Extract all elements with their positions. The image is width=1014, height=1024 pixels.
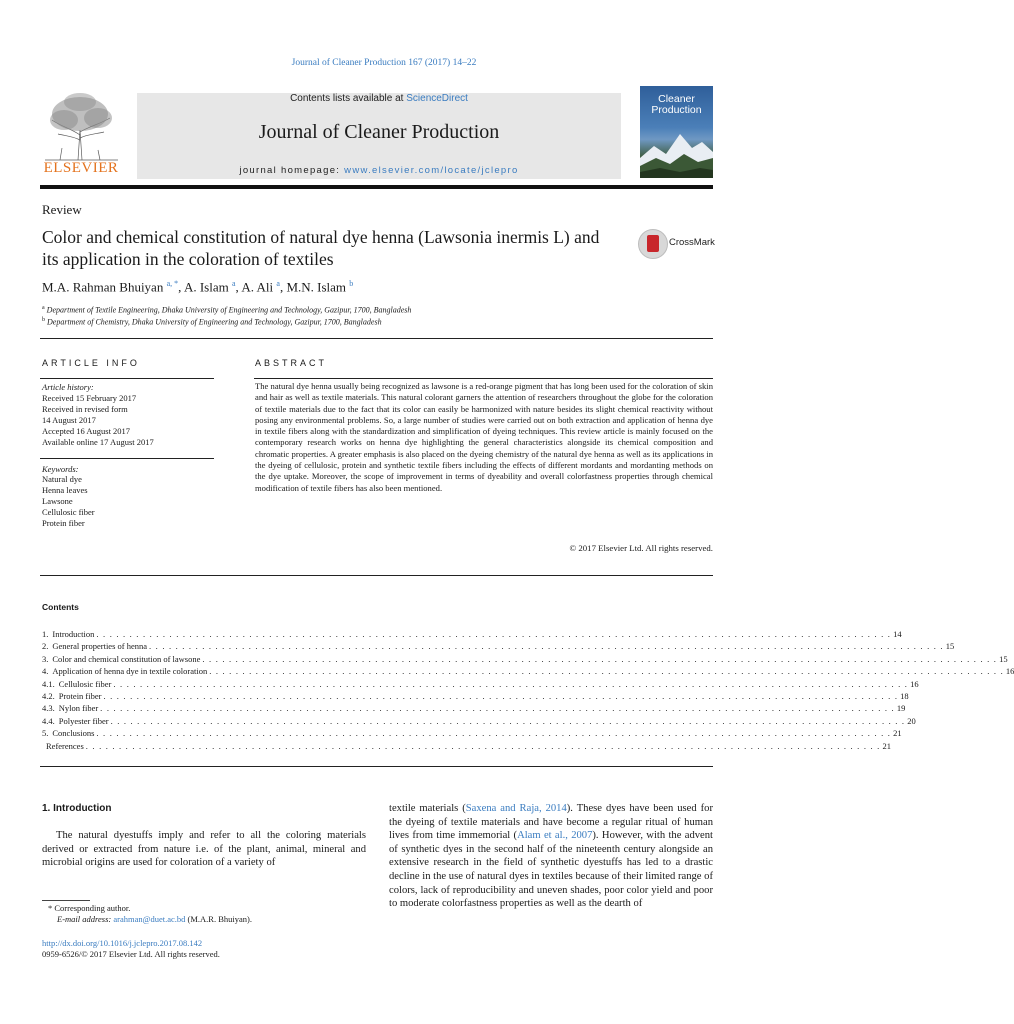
abstract-heading: ABSTRACT: [255, 358, 328, 368]
toc-page-number[interactable]: 21: [893, 728, 902, 739]
section-rule: [40, 575, 713, 576]
body-paragraph: [389, 802, 713, 911]
homepage-label: journal homepage:: [239, 165, 345, 176]
toc-number: 1.: [42, 629, 49, 639]
toc-number: 4.4.: [42, 715, 55, 726]
article-info-rule: [40, 378, 214, 379]
journal-citation[interactable]: Journal of Cleaner Production 167 (2017) 14–22: [291, 58, 477, 68]
toc-entry[interactable]: [42, 653, 1008, 667]
affiliation-mark: b: [42, 317, 45, 323]
header-rule: [40, 185, 713, 189]
toc-label[interactable]: Nylon fiber: [58, 703, 99, 714]
keyword: Cellulosic fiber: [42, 507, 95, 517]
section-rule: [40, 766, 713, 767]
affiliation-text: Department of Textile Engineering, Dhaka University of Engineering and Technology, Gazipur, 1700, Bangladesh: [46, 305, 412, 315]
article-info-rule: [40, 458, 214, 459]
corresponding-author-note: * Corresponding author.: [48, 903, 131, 913]
keywords-label: Keywords:: [42, 464, 79, 474]
toc-page-number[interactable]: 18: [900, 691, 909, 701]
author-separator: ,: [235, 279, 242, 295]
citation-link[interactable]: Saxena and Raja, 2014: [465, 803, 567, 814]
toc-entry[interactable]: [42, 728, 902, 741]
email-label: E-mail address:: [57, 914, 114, 924]
toc-page-number[interactable]: 21: [882, 740, 891, 751]
contents-prefix: Contents lists available at: [290, 93, 407, 104]
article-type: Review: [42, 202, 82, 217]
journal-masthead: [137, 93, 621, 179]
elsevier-logo[interactable]: [40, 90, 122, 182]
author-separator: ,: [279, 279, 287, 295]
toc-label[interactable]: Conclusions: [52, 728, 95, 739]
author-list: [42, 279, 353, 295]
author-separator: ,: [178, 279, 184, 295]
email-note: [57, 914, 252, 924]
toc-dot-leader: . . . . . . . . . . . . . . . . . . . . . . . . . . . . . . . . . . . . . . . . . . . . . . . . . . . . . . . . . . . . . . . . . . . . . . . . . . . . . . . . . . . . . . . . . . . . . . . . . . . . . . . . . . . . . . . . . . . . . . . .: [96, 728, 892, 739]
toc-page-number[interactable]: 14: [893, 629, 902, 639]
journal-title: Journal of Cleaner Production: [258, 121, 500, 143]
abstract-copyright: © 2017 Elsevier Ltd. All rights reserved.: [569, 543, 713, 553]
toc-page-number[interactable]: 15: [999, 653, 1008, 664]
history-entry: Received in revised form: [42, 404, 128, 414]
toc-dot-leader: . . . . . . . . . . . . . . . . . . . . . . . . . . . . . . . . . . . . . . . . . . . . . . . . . . . . . . . . . . . . . . . . . . . . . . . . . . . . . . . . . . . . . . . . . . . . . . . . . . . . . . . . . . . . . . . . . . . . . . . .: [96, 629, 892, 639]
toc-dot-leader: . . . . . . . . . . . . . . . . . . . . . . . . . . . . . . . . . . . . . . . . . . . . . . . . . . . . . . . . . . . . . . . . . . . . . . . . . . . . . . . . . . . . . . . . . . . . . . . . . . . . . . . . . . . . . . . . . . . . . . . .: [202, 653, 998, 664]
author-affiliation-mark[interactable]: a: [276, 279, 280, 288]
toc-entry[interactable]: [42, 641, 955, 654]
history-entry: Accepted 16 August 2017: [42, 426, 131, 436]
crossmark-icon: [638, 229, 668, 259]
toc-label[interactable]: Protein fiber: [58, 691, 102, 701]
toc-number: 4.: [42, 666, 49, 677]
author-name[interactable]: A. Ali: [241, 279, 274, 295]
author-name[interactable]: M.A. Rahman Bhuiyan: [42, 279, 164, 295]
toc-entry[interactable]: [42, 691, 909, 704]
affiliation: [42, 305, 411, 315]
toc-dot-leader: . . . . . . . . . . . . . . . . . . . . . . . . . . . . . . . . . . . . . . . . . . . . . . . . . . . . . . . . . . . . . . . . . . . . . . . . . . . . . . . . . . . . . . . . . . . . . . . . . . . . . . . . . . . . . . . . . . . . . . . .: [85, 740, 881, 751]
mountain-icon: [640, 128, 713, 178]
toc-entry[interactable]: [42, 740, 891, 754]
footnote-rule: [42, 900, 90, 901]
toc-label[interactable]: Cellulosic fiber: [58, 678, 112, 689]
toc-entry[interactable]: [42, 629, 902, 642]
keyword: Natural dye: [42, 474, 82, 484]
toc-dot-leader: . . . . . . . . . . . . . . . . . . . . . . . . . . . . . . . . . . . . . . . . . . . . . . . . . . . . . . . . . . . . . . . . . . . . . . . . . . . . . . . . . . . . . . . . . . . . . . . . . . . . . . . . . . . . . . . . . . . . . . . .: [209, 666, 1004, 677]
toc-number: 4.2.: [42, 691, 55, 701]
toc-number: 4.1.: [42, 678, 55, 689]
issn-line: 0959-6526/© 2017 Elsevier Ltd. All rights reserved.: [42, 949, 220, 959]
toc-number: 3.: [42, 653, 49, 664]
cover-title: [640, 94, 713, 116]
article-history-label: Article history:: [42, 382, 94, 392]
toc-page-number[interactable]: 15: [945, 641, 955, 652]
body-text: ). However, with the advent of synthetic dyes in the second half of the nineteenth century alongside an extensive research in the field of synthetic dyestuffs has led to a drastic decline in the use of natural dyes in textiles because of their limited range of colors, lack of reproducibility and uneven shades, poor color yield and poor to moderate colorfastness properties as well as the dearth of: [389, 830, 713, 910]
toc-number: 4.3.: [42, 703, 55, 714]
cover-title-line-1: Cleaner: [658, 93, 695, 105]
affiliation-mark: a: [42, 305, 45, 311]
section-heading-introduction: 1. Introduction: [42, 803, 112, 814]
toc-entry[interactable]: [42, 703, 906, 716]
elsevier-tree-icon: [40, 90, 122, 162]
toc-label[interactable]: References: [46, 740, 84, 751]
contents-heading: Contents: [42, 602, 79, 612]
homepage-link[interactable]: www.elsevier.com/locate/jclepro: [344, 165, 519, 176]
toc-label[interactable]: Introduction: [52, 629, 95, 639]
sciencedirect-link[interactable]: ScienceDirect: [406, 93, 468, 104]
cover-title-line-2: Production: [651, 104, 702, 116]
history-entry: Received 15 February 2017: [42, 393, 137, 403]
toc-number: 2.: [42, 641, 49, 652]
journal-cover-image[interactable]: [640, 86, 713, 178]
toc-dot-leader: . . . . . . . . . . . . . . . . . . . . . . . . . . . . . . . . . . . . . . . . . . . . . . . . . . . . . . . . . . . . . . . . . . . . . . . . . . . . . . . . . . . . . . . . . . . . . . . . . . . . . . . . . . . . . . . . . . . . . . . .: [100, 703, 895, 714]
toc-label[interactable]: General properties of henna: [52, 641, 148, 652]
toc-label[interactable]: Application of henna dye in textile coloration: [52, 666, 208, 677]
toc-dot-leader: . . . . . . . . . . . . . . . . . . . . . . . . . . . . . . . . . . . . . . . . . . . . . . . . . . . . . . . . . . . . . . . . . . . . . . . . . . . . . . . . . . . . . . . . . . . . . . . . . . . . . . . . . . . . . . . . . . . . . . . .: [103, 691, 899, 701]
publisher-wordmark: ELSEVIER: [43, 160, 119, 176]
toc-entry[interactable]: [42, 678, 919, 692]
email-owner: (M.A.R. Bhuiyan).: [185, 914, 252, 924]
affiliation-text: Department of Chemistry, Dhaka University of Engineering and Technology, Gazipur, 1700, Bangladesh: [47, 317, 382, 327]
toc-dot-leader: . . . . . . . . . . . . . . . . . . . . . . . . . . . . . . . . . . . . . . . . . . . . . . . . . . . . . . . . . . . . . . . . . . . . . . . . . . . . . . . . . . . . . . . . . . . . . . . . . . . . . . . . . . . . . . . . . . . . . . . .: [113, 678, 909, 689]
toc-label[interactable]: Color and chemical constitution of lawsone: [52, 653, 201, 664]
keyword: Lawsone: [42, 496, 73, 506]
email-link[interactable]: arahman@duet.ac.bd: [113, 914, 186, 924]
author-affiliation-mark[interactable]: b: [349, 279, 354, 288]
author-affiliation-mark[interactable]: a, *: [166, 279, 179, 288]
author-affiliation-mark[interactable]: a: [231, 279, 236, 288]
abstract-rule: [254, 378, 713, 379]
body-text: ). These dyes have been used for the dyeing of textile materials and have become a regular ritual of human lives from time immemorial (: [389, 803, 713, 842]
crossmark-label: CrossMark: [669, 237, 715, 248]
toc-page-number[interactable]: 16: [910, 678, 919, 689]
body-text: textile materials (: [389, 803, 466, 814]
journal-homepage: [137, 165, 621, 176]
abstract-text: The natural dye henna usually being recognized as lawsone is a red-orange pigment that has long been used for the coloration of skin and hair as well as textile materials. This natural colorant garners the attention of researchers throughout the globe for the coloration of textile materials due to the fact that its color can easily be harmonized with nature besides its slight chemical reactivity without posing any environmental problems. So, a large number of studies were carried out on both extraction and application of henna dye in textile fibers along with the standardization and simplification of dyeing techniques. This review article is mainly focused on the contemporary research works on henna dye highlighting the general characteristics alongside its chemical composition and chromatic properties. A greater emphasis is also placed on the dyeing chemistry of the natural dye henna as well as its applications in the dyeing of cellulosic, protein and synthetic textile fibers including the effects of different mordants and mordanting methods on the dye uptake. Moreover, the scope of improvement in terms of dyeability and overall colorfastness properties through chemical modification of textile fibers has also been mentioned.: [255, 381, 713, 493]
contents-available-line: [137, 93, 621, 104]
history-entry: Available online 17 August 2017: [42, 437, 154, 447]
toc-page-number[interactable]: 19: [896, 703, 906, 714]
author-name[interactable]: M.N. Islam: [286, 279, 347, 295]
toc-number: 5.: [42, 728, 49, 739]
toc-page-number[interactable]: 20: [907, 715, 916, 726]
history-entry: 14 August 2017: [42, 415, 96, 425]
affiliation: [42, 317, 382, 327]
toc-dot-leader: . . . . . . . . . . . . . . . . . . . . . . . . . . . . . . . . . . . . . . . . . . . . . . . . . . . . . . . . . . . . . . . . . . . . . . . . . . . . . . . . . . . . . . . . . . . . . . . . . . . . . . . . . . . . . . . . . . . . . . . .: [110, 715, 906, 726]
toc-label[interactable]: Polyester fiber: [58, 715, 109, 726]
article-info-heading: ARTICLE INFO: [42, 358, 140, 368]
toc-entry[interactable]: [42, 715, 916, 729]
toc-entry[interactable]: [42, 666, 1014, 679]
section-rule: [40, 338, 713, 339]
doi-link[interactable]: http://dx.doi.org/10.1016/j.jclepro.2017.08.142: [42, 938, 203, 948]
citation-link[interactable]: Alam et al., 2007: [517, 830, 593, 842]
toc-dot-leader: . . . . . . . . . . . . . . . . . . . . . . . . . . . . . . . . . . . . . . . . . . . . . . . . . . . . . . . . . . . . . . . . . . . . . . . . . . . . . . . . . . . . . . . . . . . . . . . . . . . . . . . . . . . . . . . . . . . . . . . .: [149, 641, 944, 652]
crossmark-button[interactable]: [638, 229, 718, 259]
toc-page-number[interactable]: 16: [1005, 666, 1014, 677]
keyword: Protein fiber: [42, 518, 85, 528]
keyword: Henna leaves: [42, 485, 88, 495]
article-title: Color and chemical constitution of natural dye henna (Lawsonia inermis L) and its application in the coloration of textiles: [42, 227, 600, 269]
author-name[interactable]: A. Islam: [183, 279, 229, 295]
body-paragraph: The natural dyestuffs imply and refer to all the coloring materials derived or extracted from nature i.e. of the plant, animal, mineral and microbial origins are used for coloration of a variety of: [42, 830, 366, 869]
